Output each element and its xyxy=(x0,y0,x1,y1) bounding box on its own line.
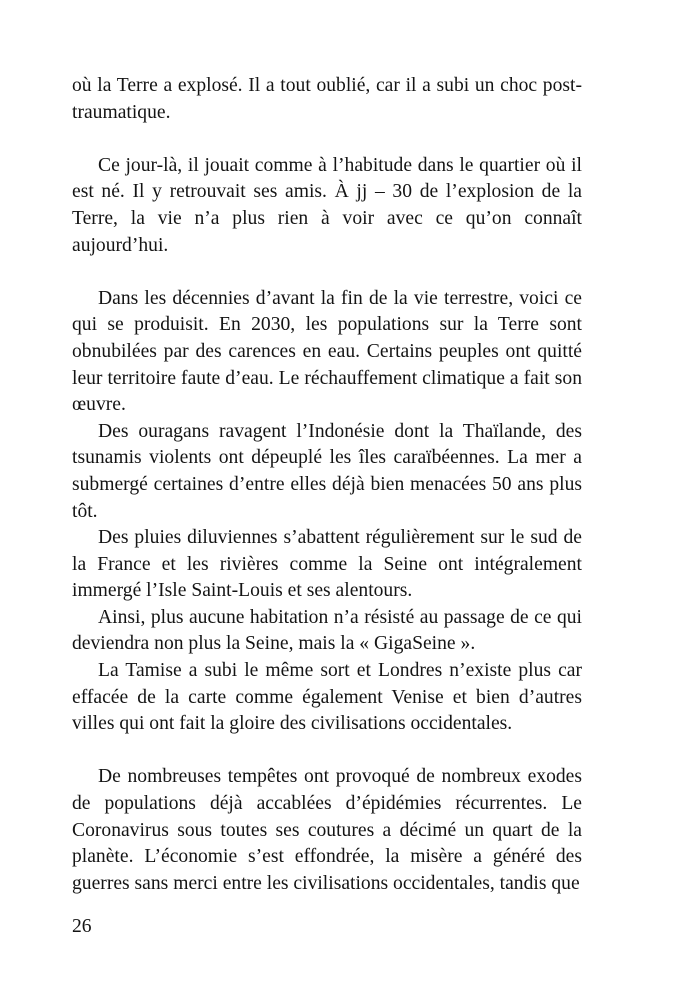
paragraph: Des pluies diluviennes s’abattent régulièrement sur le sud de la France et les rivières comme la Seine ont intégralement immergé l’Isle Saint-Louis et ses alentours. xyxy=(72,527,582,602)
paragraph-continuation: où la Terre a explosé. Il a tout oublié, car il a subi un choc post-traumatique. xyxy=(72,75,582,123)
paragraph: Dans les décennies d’avant la fin de la vie terrestre, voici ce qui se produisit. En 2030, les populations sur la Terre sont obnubilées par des carences en eau. Certains peuples ont quitté leur territoire faute d’eau. Le réchauffement climatique a fait son œuvre. xyxy=(72,287,582,416)
paragraph: Ainsi, plus aucune habitation n’a résisté au passage de ce qui deviendra non plus la Seine, mais la « GigaSeine ». xyxy=(72,606,582,655)
page-body xyxy=(72,73,582,897)
paragraph: De nombreuses tempêtes ont provoqué de nombreux exodes de populations déjà accablées d’épidémies récurrentes. Le Coronavirus sous toutes ses coutures a décimé un quart de la planète. L’économie s’est effondrée, la misère a généré des guerres sans merci entre les civilisations occidentales, tandis que xyxy=(72,766,582,894)
paragraph: La Tamise a subi le même sort et Londres n’existe plus car effacée de la carte comme également Venise et bien d’autres villes qui ont fait la gloire des civilisations occidentales. xyxy=(72,660,582,735)
paragraph: Ce jour-là, il jouait comme à l’habitude dans le quartier où il est né. Il y retrouvait ses amis. À jj – 30 de l’explosion de la Terre, la vie n’a plus rien à voir avec ce qu’on connaît aujourd’hui. xyxy=(72,154,582,256)
page-number: 26 xyxy=(72,916,92,937)
paragraph: Des ouragans ravagent l’Indonésie dont la Thaïlande, des tsunamis violents ont dépeuplé les îles caraïbéennes. La mer a submergé certaines d’entre elles déjà bien menacées 50 ans plus tôt. xyxy=(72,420,582,522)
